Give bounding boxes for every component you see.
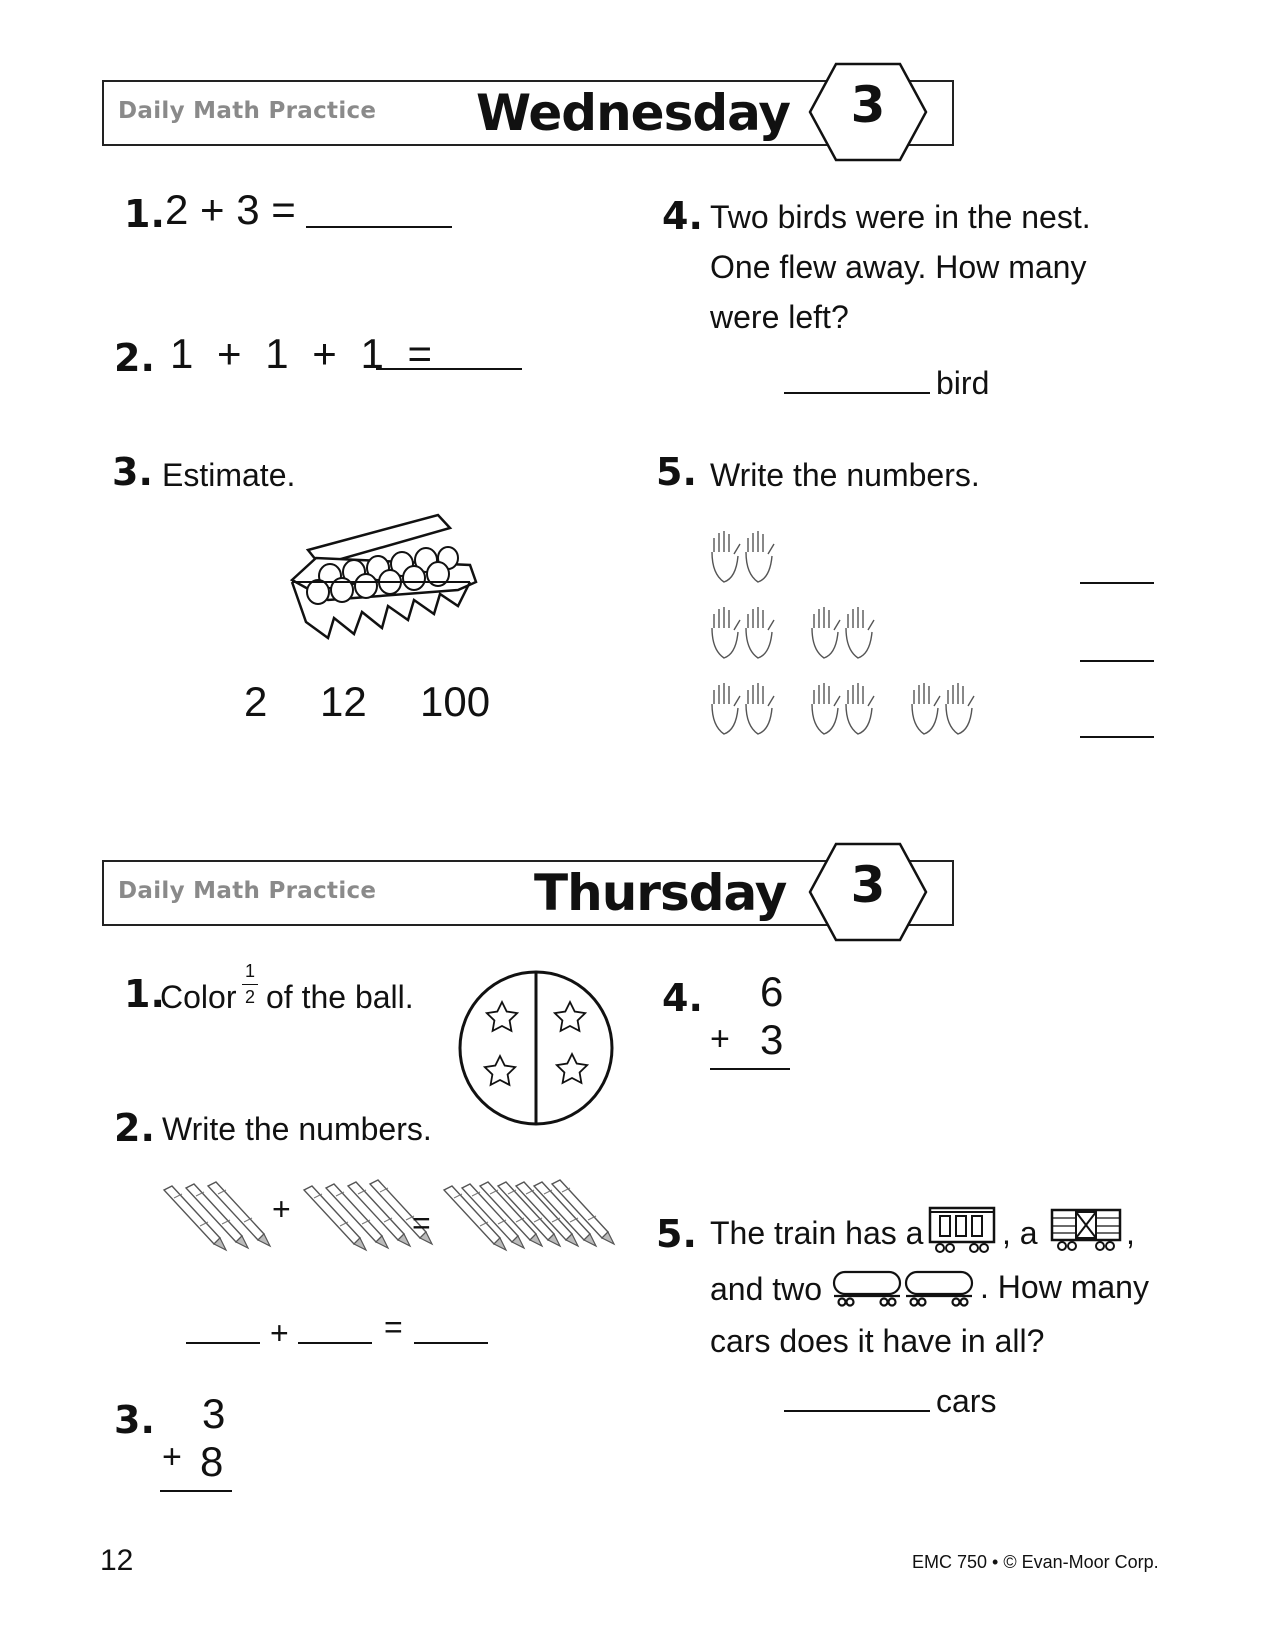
copyright-credit: EMC 750 • © Evan-Moor Corp. <box>912 1552 1159 1572</box>
thu-q2-answer-line-1[interactable] <box>186 1342 260 1344</box>
thu-q3-answer-line[interactable] <box>160 1490 232 1492</box>
wednesday-header-label: Daily Math Practice <box>118 98 377 124</box>
thu-q1-text-before: Color <box>160 979 237 1015</box>
thursday-header-label: Daily Math Practice <box>118 878 377 904</box>
wed-q1-expression: 2 + 3 = <box>165 186 296 233</box>
thu-q5-number: 5. <box>656 1212 697 1256</box>
wednesday-day-title: Wednesday <box>476 84 790 142</box>
thu-q2-plus-sign-2: + <box>270 1315 289 1351</box>
wed-q3-choice-12[interactable]: 12 <box>320 678 367 725</box>
thu-q1-fraction-bar <box>242 984 258 985</box>
thu-q5-text-3: , <box>1126 1215 1135 1251</box>
wed-q4-line-3: were left? <box>710 299 849 335</box>
tank-cars-icon <box>830 1266 980 1308</box>
thu-q2-equals-sign-2: = <box>384 1309 403 1345</box>
wed-q5-answer-line-3[interactable] <box>1080 736 1154 738</box>
thu-q5-text-6: cars does it have in all? <box>710 1323 1045 1359</box>
thu-q2-answer-line-2[interactable] <box>298 1342 372 1344</box>
wed-q3-number: 3. <box>112 450 153 494</box>
thu-q5-text-2: , a <box>1002 1215 1038 1251</box>
wed-q5-text: Write the numbers. <box>710 457 980 493</box>
thu-q4-number: 4. <box>662 976 703 1020</box>
wed-q2-number: 2. <box>114 336 155 380</box>
wed-q3-text: Estimate. <box>162 457 296 493</box>
thu-q2-answer-line-3[interactable] <box>414 1342 488 1344</box>
thu-q2-plus-sign: + <box>272 1191 291 1227</box>
thu-q3-operator: + <box>162 1438 182 1476</box>
wed-q4-number: 4. <box>662 194 703 238</box>
thu-q1-text-after: of the ball. <box>266 979 414 1015</box>
thu-q2-number: 2. <box>114 1106 155 1150</box>
wed-q4-line-1: Two birds were in the nest. <box>710 199 1091 235</box>
thu-q4-bottom: 3 <box>760 1016 784 1063</box>
thursday-day-title: Thursday <box>534 864 787 922</box>
thu-q4-answer-line[interactable] <box>710 1068 790 1070</box>
thu-q4-operator: + <box>710 1020 730 1058</box>
wed-q2-expression: 1 + 1 + 1 = <box>170 330 439 377</box>
thu-q2-text: Write the numbers. <box>162 1111 432 1147</box>
page-number: 12 <box>100 1544 134 1577</box>
egg-carton-icon <box>288 510 478 645</box>
thu-q1-number: 1. <box>124 972 165 1016</box>
wed-q5-answer-line-2[interactable] <box>1080 660 1154 662</box>
thu-q3-top: 3 <box>202 1390 226 1437</box>
thu-q5-unit: cars <box>936 1383 997 1419</box>
thu-q5-text-1: The train has a <box>710 1215 924 1251</box>
wed-q1-number: 1. <box>124 192 165 236</box>
wed-q2-answer-line[interactable] <box>376 368 522 370</box>
thu-q1-fraction-denominator: 2 <box>244 987 255 1007</box>
thu-q5-text-4: and two <box>710 1271 823 1307</box>
thu-q5-answer-line[interactable] <box>784 1410 930 1412</box>
wed-q5-answer-line-1[interactable] <box>1080 582 1154 584</box>
ball-with-stars-icon[interactable] <box>456 968 616 1128</box>
thu-q4-top: 6 <box>760 968 784 1015</box>
hands-counting-icon <box>706 524 1026 744</box>
crayons-icon <box>160 1180 620 1260</box>
wed-q3-choice-100[interactable]: 100 <box>420 678 491 725</box>
wed-q4-unit: bird <box>936 365 990 401</box>
boxcar-icon <box>926 1204 998 1254</box>
thu-q3-number: 3. <box>114 1398 155 1442</box>
thursday-week-number: 3 <box>850 856 886 914</box>
wednesday-week-number: 3 <box>850 76 886 134</box>
thu-q1-fraction-numerator: 1 <box>244 961 255 981</box>
thu-q5-text-5: . How many <box>980 1269 1149 1305</box>
freight-car-icon <box>1048 1206 1124 1254</box>
wed-q3-choice-2[interactable]: 2 <box>244 678 268 725</box>
wed-q1-answer-line[interactable] <box>306 226 452 228</box>
thu-q3-bottom: 8 <box>200 1438 224 1485</box>
wed-q4-answer-line[interactable] <box>784 392 930 394</box>
wed-q5-number: 5. <box>656 450 697 494</box>
thu-q2-equals-sign: = <box>412 1205 431 1241</box>
wed-q4-line-2: One flew away. How many <box>710 249 1087 285</box>
